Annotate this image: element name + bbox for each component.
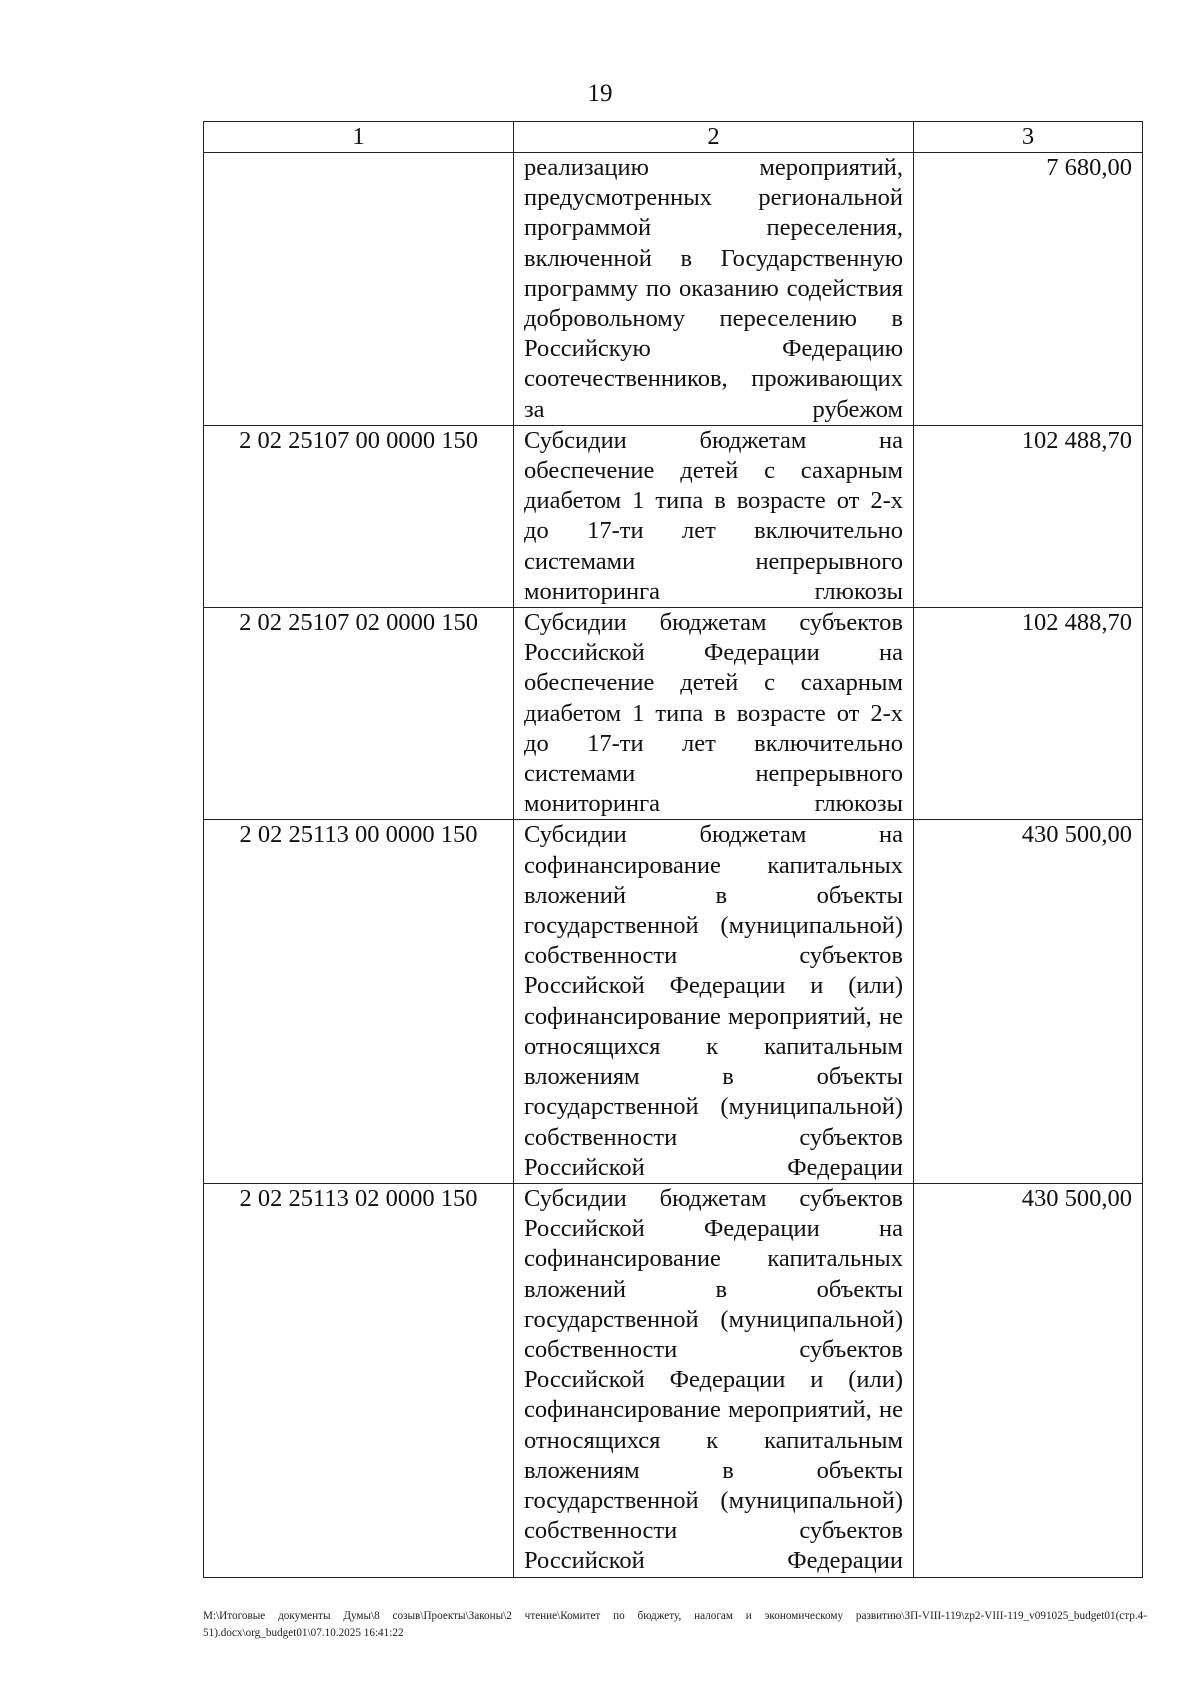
- row-amount: 102 488,70: [914, 608, 1143, 820]
- table-row: [204, 1183, 1143, 1577]
- row-amount: 430 500,00: [914, 1183, 1143, 1577]
- table-header-row: [204, 122, 1143, 153]
- row-amount: 430 500,00: [914, 820, 1143, 1183]
- table-row: [204, 153, 1143, 426]
- column-header-1: 1: [204, 122, 514, 153]
- document-footer-path: M:\Итоговые документы Думы\8 созыв\Проекты\Законы\2 чтение\Комитет по бюджету, налогам и экономическому развитию\ЗП-VIII-119\zp2-VIII-119_v091025_budget01(стр.4-51).docx\org_budget01\07.10.2025 16:41:22: [203, 1610, 1147, 1639]
- table-row: [204, 820, 1143, 1183]
- row-code: 2 02 25107 00 0000 150: [204, 425, 514, 607]
- row-description: Субсидии бюджетам на софинансирование капитальных вложений в объекты государственной (муниципальной) собственности субъектов Российской Федерации и (или) софинансирование мероприятий, не относящихся к капитальным вложениям в объекты государственной (муниципальной) собственности субъектов Российской Федерации: [514, 820, 914, 1183]
- row-description: Субсидии бюджетам субъектов Российской Федерации на софинансирование капитальных вложений в объекты государственной (муниципальной) собственности субъектов Российской Федерации и (или) софинансирование мероприятий, не относящихся к капитальным вложениям в объекты государственной (муниципальной) собственности субъектов Российской Федерации: [514, 1183, 914, 1577]
- budget-table: [203, 121, 1143, 1578]
- row-amount: 7 680,00: [914, 153, 1143, 426]
- page-number: 19: [587, 80, 613, 107]
- row-code: [204, 153, 514, 426]
- row-description: реализацию мероприятий, предусмотренных региональной программой переселения, включенной в Государственную программу по оказанию содействия добровольному переселению в Российскую Федерацию соотечественников, проживающих за рубежом: [514, 153, 914, 426]
- column-header-3: 3: [914, 122, 1143, 153]
- row-code: 2 02 25113 00 0000 150: [204, 820, 514, 1183]
- table-row: [204, 425, 1143, 607]
- row-description: Субсидии бюджетам на обеспечение детей с сахарным диабетом 1 типа в возрасте от 2-х до 17-ти лет включительно системами непрерывного мониторинга глюкозы: [514, 425, 914, 607]
- row-amount: 102 488,70: [914, 425, 1143, 607]
- table-row: [204, 608, 1143, 820]
- row-code: 2 02 25107 02 0000 150: [204, 608, 514, 820]
- row-description: Субсидии бюджетам субъектов Российской Федерации на обеспечение детей с сахарным диабетом 1 типа в возрасте от 2-х до 17-ти лет включительно системами непрерывного мониторинга глюкозы: [514, 608, 914, 820]
- column-header-2: 2: [514, 122, 914, 153]
- row-code: 2 02 25113 02 0000 150: [204, 1183, 514, 1577]
